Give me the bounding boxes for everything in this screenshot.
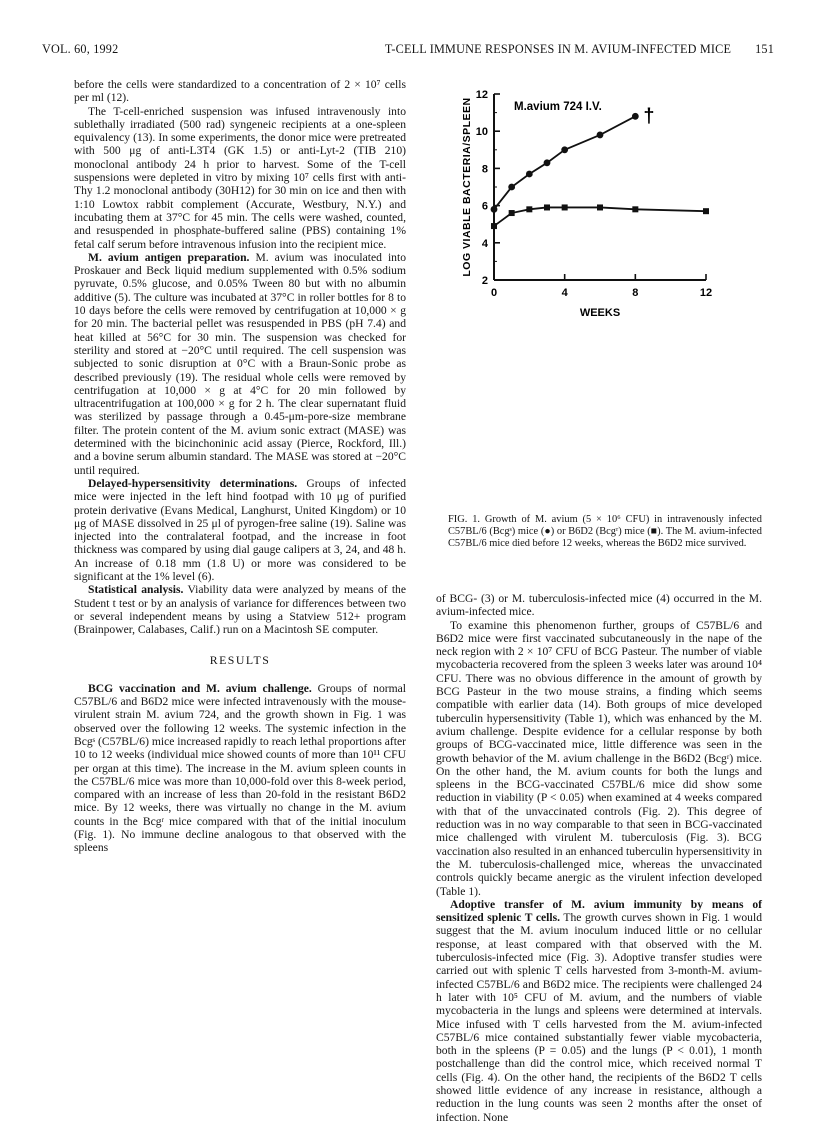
left-column: [74, 78, 406, 855]
chart-title: M.avium 724 I.V.: [514, 101, 602, 113]
data-point-circle: [508, 184, 515, 191]
data-point-circle: [561, 146, 568, 153]
paragraph: The T-cell-enriched suspension was infused intravenously into sublethally irradiated (500 rad) syngeneic recipients at a one-spleen equivalency (13). In some experiments, the donor mice were pretreated with 500 μg of anti-L3T4 (GK 1.5) or anti-Lyt-2 (TIB 210) monoclonal antibody 24 h prior to harvest. Some of the T-cell suspensions were depleted in vitro by mixing 10⁷ cells first with anti-Thy 1.2 monoclonal antibody (30H12) for 30 min on ice and then with 1:10 Lowtox rabbit complement (Accurate, Westbury, N.Y.) and incubating them at 37°C for 45 min. The cells were washed, counted, and resuspended in phosphate-buffered saline (PBS) containing 1% fetal calf serum before intravenous infusion into the recipient mice.: [74, 104, 406, 251]
x-tick-label: 8: [632, 287, 639, 299]
paragraph: [74, 583, 406, 636]
running-title: T-CELL IMMUNE RESPONSES IN M. AVIUM-INFECTED MICE: [384, 42, 732, 56]
data-point-circle: [597, 132, 604, 139]
section-title: RESULTS: [209, 653, 271, 668]
y-axis-label: LOG VIABLE BACTERIA/SPLEEN: [461, 97, 473, 277]
figure-1: [436, 78, 762, 578]
x-tick-label: 12: [699, 287, 713, 299]
y-tick-label: 6: [481, 200, 488, 213]
x-axis-label: WEEKS: [579, 307, 621, 319]
data-point-circle: [632, 113, 639, 120]
data-point-square: [703, 208, 709, 214]
paragraph: [74, 251, 406, 477]
paragraph: [436, 898, 762, 1124]
x-tick-label: 4: [561, 287, 568, 299]
paragraph-heading: Adoptive transfer of M. avium immunity by means of sensitized splenic T cells.: [436, 897, 762, 925]
paragraph-body: Groups of normal C57BL/6 and B6D2 mice were infected intravenously with the mouse-virulent strain M. avium 724, and the growth shown in Fig. 1 was observed over the following 12 weeks. The systemic infection in the Bcgˢ (C57BL/6) mice increased rapidly to reach lethal proportions after 10 to 12 weeks (individual mice showed counts of more than 10¹¹ CFU per organ at this time). The increase in the M. avium spleen counts in the C57BL/6 mice was more than 10,000-fold over this 8-week period, compared with an increase of less than 20-fold in the resistant B6D2 mice. By 12 weeks, there was virtually no change in the M. avium counts in the Bcgʳ mice compared with that of the initial inoculum (Fig. 1). No immune decline analogous to that observed with the spleens: [74, 681, 406, 855]
series-line: [494, 116, 635, 209]
paragraph: before the cells were standardized to a concentration of 2 × 10⁷ cells per ml (12).: [74, 78, 406, 105]
paragraph-body: M. avium was inoculated into Proskauer and Beck liquid medium supplemented with 0.5% sodium pyruvate, 0.5% glucose, and 0.05% Tween 80 but with no albumin additive (5). The culture was incubated at 37°C in roller bottles for 8 to 10 days before the cells were removed by centrifugation at 10,000 × g for 20 min. The bacterial pellet was resuspended in PBS (pH 7.4) and heat killed at 56°C for 30 min. The suspension was checked for sterility and stored at −20°C until required. The cell suspension was subjected to sonic disruption at 0°C with a Braun-Sonic probe as described previously (19). The residual whole cells were removed by centrifugation at 10,000 × g at 4°C for 20 min followed by ultracentrifugation at 100,000 × g for 2 h. The clear supernatant fluid was sterilized by passage through a 0.45-μm-pore-size membrane filter. The protein content of the M. avium sonic extract (MASE) was determined with the bicinchoninic acid assay (Pierce, Rockford, Ill.) and a bovine serum albumin standard. The MASE was stored at −20°C until required.: [74, 250, 406, 477]
paragraph-heading: Delayed-hypersensitivity determinations.: [88, 476, 298, 490]
right-column: [436, 592, 762, 1124]
paragraph: [74, 477, 406, 583]
paragraph-body: Groups of infected mice were injected in the left hind footpad with 10 μg of purified protein derivative (Evans Medical, Langhurst, United Kingdom) or 10 μg of MASE dissolved in 25 μl of pyrogen-free saline (19). Saline was injected into the contralateral footpad, and the increase in foot thickness was compared by using dial gauge calipers at 3, 24, and 48 h. An increase of 0.18 mm (1.8 U) or more was considered to be significant at the 1% level (6).: [74, 476, 406, 583]
paragraph: of BCG- (3) or M. tuberculosis-infected mice (4) occurred in the M. avium-infected mice.: [436, 592, 762, 619]
data-point-square: [597, 204, 603, 210]
data-point-square: [509, 210, 515, 216]
data-point-circle: [491, 206, 498, 213]
y-tick-label: 2: [481, 275, 488, 287]
paragraph-heading: Statistical analysis.: [88, 583, 184, 597]
data-point-square: [632, 206, 638, 212]
paragraph-body: The growth curves shown in Fig. 1 would suggest that the M. avium inoculum induced little or no cellular response, at least compared with that observed with the M. tuberculosis-infected mice (Fig. 3). Adoptive transfer studies were carried out with splenic T cells harvested from 3-month-M. avium-infected C57BL/6 and B6D2 mice. The recipients were challenged 24 h later with 10⁵ CFU of M. avium, and the numbers of viable mycobacteria in the lungs and spleens were determined at intervals. Mice infused with T cells harvested from the M. avium-infected C57BL/6 mice contained substantially fewer viable mycobacteria, both in the spleens (P = 0.05) and the lungs (P < 0.01), 1 month postchallenge than did the control mice, which received normal T cells (Fig. 4). On the other hand, the recipients of the B6D2 T cells showed little evidence of any increase in resistance, although a reduction in the lung counts was seen 2 months after the onset of infection. None: [436, 911, 762, 1124]
y-tick-label: 10: [475, 126, 488, 139]
chart-marks: [491, 113, 709, 229]
paragraph: To examine this phenomenon further, groups of C57BL/6 and B6D2 mice were first vaccinated subcutaneously in the nape of the neck region with 2 × 10⁷ CFU of BCG Pasteur. The number of viable mycobacteria recovered from the spleen 3 weeks later was around 10⁴ CFU. There was no obvious difference in the amount of growth by BCG Pasteur in the two mouse strains, a finding which seems compatible with earlier data (14). Both groups of mice developed tuberculin hypersensitivity (Table 1), which was enhanced by the M. avium challenge. Despite evidence for a cellular response by both groups of BCG-vaccinated mice, little difference was seen in the growth behavior of the M. avium challenge in the B6D2 (Bcgʳ) mice. On the other hand, the M. avium counts for both the lungs and spleens in the BCG-vaccinated C57BL/6 mice did show some reduction in viability (P < 0.05) when examined at 4 weeks compared with that of the unvaccinated controls (Fig. 2). This degree of reduction was in no way comparable to that seen in BCG-vaccinated mice challenged with virulent M. tuberculosis (Fig. 3). BCG vaccination also resulted in an enhanced tuberculin hypersensitivity in the M. tuberculosis-challenged mice, whereas the unvaccinated controls quickly became anergic as the virulent infection developed (Table 1).: [436, 618, 762, 898]
data-point-square: [562, 204, 568, 210]
y-tick-label: 12: [475, 89, 488, 101]
page-number: 151: [755, 42, 774, 56]
paragraph-heading: M. avium antigen preparation.: [88, 250, 250, 264]
figure-caption: FIG. 1. Growth of M. avium (5 × 10⁶ CFU) in intravenously infected C57BL/6 (Bcgˢ) mice (●) or B6D2 (Bcgʳ) mice (■). The M. avium-infected C57BL/6 mice died before 12 weeks, whereas the B6D2 mice survived.: [448, 514, 762, 550]
data-point-square: [526, 206, 532, 212]
x-tick-label: 0: [490, 287, 498, 299]
data-point-square: [544, 204, 550, 210]
paragraph-body: Viability data were analyzed by means of the Student t test or by an analysis of variance for differences between two or several independent means by using a Statview 512+ program (Brainpower, Calabases, Calif.) run on a Macintosh SE computer.: [74, 583, 406, 637]
data-point-circle: [526, 171, 533, 178]
paragraph-heading: BCG vaccination and M. avium challenge.: [88, 681, 312, 695]
data-point-square: [491, 223, 497, 229]
y-tick-label: 4: [481, 237, 488, 250]
y-tick-label: 8: [481, 163, 488, 176]
chart-axes: [476, 89, 712, 299]
death-dagger-mark: †: [643, 105, 655, 128]
data-point-circle: [544, 159, 551, 166]
volume-label: VOL. 60, 1992: [42, 42, 119, 56]
paragraph: [74, 682, 406, 855]
running-header: [42, 42, 774, 60]
growth-chart: [436, 78, 762, 508]
